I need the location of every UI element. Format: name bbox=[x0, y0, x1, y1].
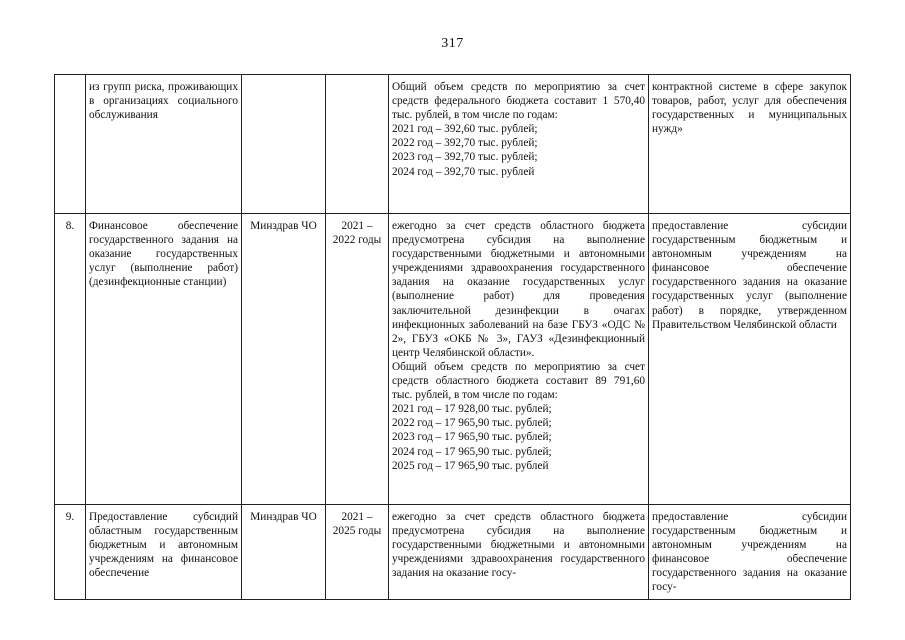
financing-text: Общий объем средств по мероприятию за счет средств федерального бюджета составит 1 570,40 тыс. рублей, в том числе по годам: bbox=[392, 81, 645, 122]
table-row bbox=[55, 505, 851, 600]
financing-text: ежегодно за счет средств областного бюджета предусмотрена субсидия на выполнение государственными бюджетными и автономными учреждениями здравоохранения государственного задания на оказание госу- bbox=[392, 511, 645, 580]
term-cell: 2021 – 2025 годы bbox=[326, 505, 389, 600]
executor-cell: Минздрав ЧО bbox=[242, 505, 326, 600]
financing-text: ежегодно за счет средств областного бюджета предусмотрена субсидия на выполнение государственными бюджетными и автономными учреждениями здравоохранения государственного задания на оказание государственных услуг (выполнение работ) для проведения заключительной дезинфекции в очагах инфекционных заболеваний на базе ГБУЗ «ОДС № 2», ГБУЗ «ОКБ № 3», ГАУЗ «Дезинфекционный центр Челябинской области». bbox=[392, 220, 645, 359]
financing-year-line: 2024 год – 17 965,90 тыс. рублей; bbox=[392, 445, 552, 458]
financing-year-line: 2024 год – 392,70 тыс. рублей bbox=[392, 165, 535, 178]
financing-year-line: 2023 год – 17 965,90 тыс. рублей; bbox=[392, 431, 552, 444]
measure-name-cell: из групп риска, проживающих в организациях социального обслуживания bbox=[86, 75, 242, 214]
row-number-cell: 8. bbox=[55, 214, 86, 505]
executor-cell bbox=[242, 75, 326, 214]
legal-basis-cell: предоставление субсидии государственным бюджетным и автономным учреждениям на финансовое обеспечение государственного задания на оказание госу- bbox=[649, 505, 851, 600]
financing-cell bbox=[389, 214, 649, 505]
financing-year-line: 2022 год – 392,70 тыс. рублей; bbox=[392, 137, 538, 150]
program-measures-table bbox=[54, 74, 851, 600]
financing-year-line: 2023 год – 392,70 тыс. рублей; bbox=[392, 151, 538, 164]
financing-year-line: 2021 год – 17 928,00 тыс. рублей; bbox=[392, 403, 552, 416]
legal-basis-cell: контрактной системе в сфере закупок товаров, работ, услуг для обеспечения государственных и муниципальных нужд» bbox=[649, 75, 851, 214]
table-row bbox=[55, 75, 851, 214]
row-number-cell: 9. bbox=[55, 505, 86, 600]
financing-cell bbox=[389, 505, 649, 600]
financing-year-line: 2022 год – 17 965,90 тыс. рублей; bbox=[392, 417, 552, 430]
term-cell bbox=[326, 75, 389, 214]
table-row bbox=[55, 214, 851, 505]
financing-total-text: Общий объем средств по мероприятию за счет средств областного бюджета составит 89 791,60 тыс. рублей, в том числе по годам: bbox=[392, 360, 645, 402]
term-cell: 2021 – 2022 годы bbox=[326, 214, 389, 505]
row-number-cell bbox=[55, 75, 86, 214]
measure-name-cell: Предоставление субсидий областным государственным бюджетным и автономным учреждениям на финансовое обеспечение bbox=[86, 505, 242, 600]
executor-cell: Минздрав ЧО bbox=[242, 214, 326, 505]
measure-name-cell: Финансовое обеспечение государственного задания на оказание государственных услуг (выполнение работ) (дезинфекционные станции) bbox=[86, 214, 242, 505]
legal-basis-cell: предоставление субсидии государственным бюджетным и автономным учреждениям на финансовое обеспечение государственного задания на оказание государственных услуг (выполнение работ) в порядке, утвержденном Правительством Челябинской области bbox=[649, 214, 851, 505]
financing-year-line: 2021 год – 392,60 тыс. рублей; bbox=[392, 123, 538, 136]
financing-year-line: 2025 год – 17 965,90 тыс. рублей bbox=[392, 459, 549, 472]
financing-cell bbox=[389, 75, 649, 214]
page-number: 317 bbox=[441, 36, 464, 51]
